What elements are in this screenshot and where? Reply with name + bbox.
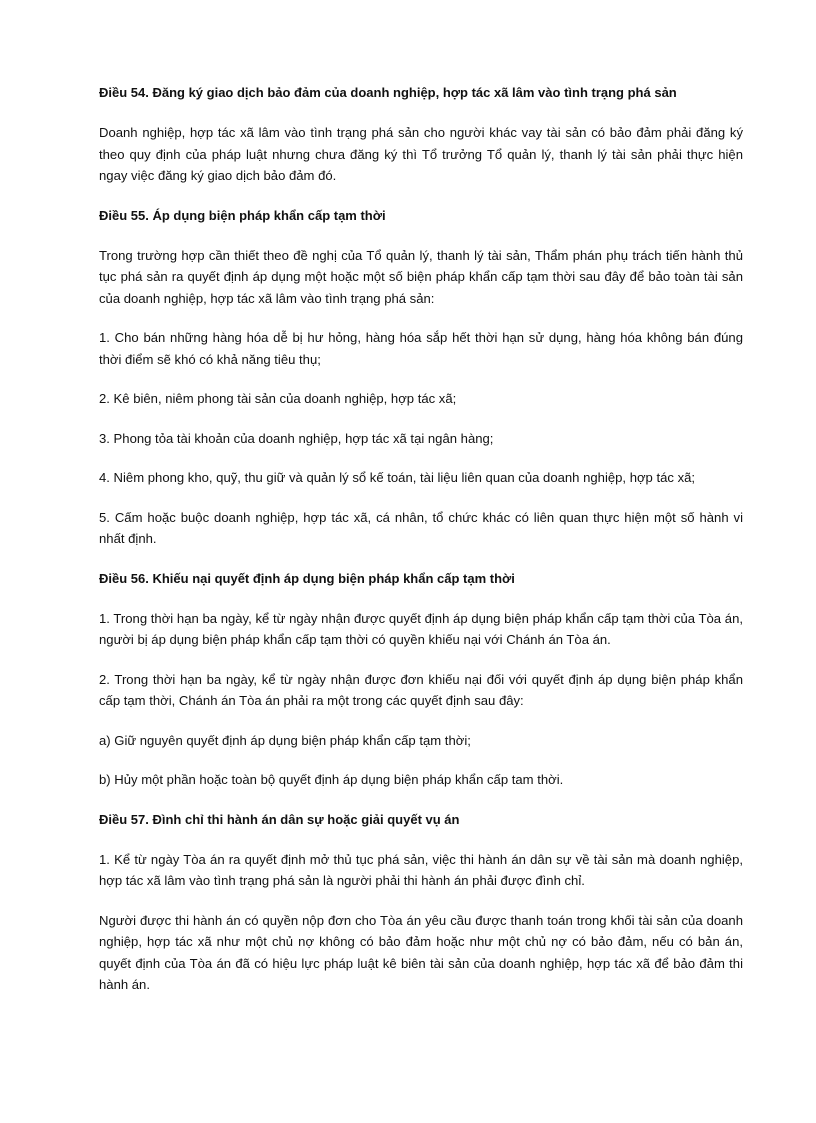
article-heading: Điều 57. Đình chỉ thi hành án dân sự hoặc giải quyết vụ án: [99, 811, 460, 827]
article-clause: 1. Trong thời hạn ba ngày, kể từ ngày nhận được quyết định áp dụng biện pháp khẩn cấp tạm thời của Tòa án, người bị áp dụng biện pháp khẩn cấp tạm thời có quyền khiếu nại với Chánh án Tòa án.: [99, 610, 743, 647]
article-clause: 5. Cấm hoặc buộc doanh nghiệp, hợp tác xã, cá nhân, tổ chức khác có liên quan thực hiện một số hành vi nhất định.: [99, 509, 743, 546]
article-heading: Điều 54. Đăng ký giao dịch bảo đảm của doanh nghiệp, hợp tác xã lâm vào tình trạng phá sản: [99, 85, 677, 100]
article-paragraph: Doanh nghiệp, hợp tác xã lâm vào tình trạng phá sản cho người khác vay tài sản có bảo đảm phải đăng ký theo quy định của pháp luật nhưng chưa đăng ký thì Tổ trưởng Tổ quản lý, thanh lý tài sản phải thực hiện ngay việc đăng ký giao dịch bảo đảm đó.: [99, 125, 743, 183]
article-subclause: b) Hủy một phần hoặc toàn bộ quyết định áp dụng biện pháp khẩn cấp tam thời.: [99, 772, 564, 787]
article-heading: Điều 56. Khiếu nại quyết định áp dụng biện pháp khẩn cấp tạm thời: [99, 570, 515, 586]
article-heading: Điều 55. Áp dụng biện pháp khẩn cấp tạm thời: [99, 207, 386, 223]
article-56: [99, 568, 743, 791]
article-subclause: a) Giữ nguyên quyết định áp dụng biện pháp khẩn cấp tạm thời;: [99, 732, 471, 748]
article-clause: 1. Kể từ ngày Tòa án ra quyết định mở thủ tục phá sản, việc thi hành án dân sự về tài sản mà doanh nghiệp, hợp tác xã lâm vào tình trạng phá sản là người phải thi hành án phải được đình chỉ.: [99, 851, 743, 888]
article-57: [99, 809, 743, 996]
article-54: [99, 82, 743, 187]
article-paragraph: Trong trường hợp cần thiết theo đề nghị của Tổ quản lý, thanh lý tài sản, Thẩm phán phụ trách tiến hành thủ tục phá sản ra quyết định áp dụng một hoặc một số biện pháp khẩn cấp tạm thời sau đây để bảo toàn tài sản của doanh nghiệp, hợp tác xã lâm vào tình trạng phá sản:: [99, 247, 743, 306]
article-clause: 2. Trong thời hạn ba ngày, kể từ ngày nhận được đơn khiếu nại đối với quyết định áp dụng biện pháp khẩn cấp tạm thời, Chánh án Tòa án phải ra một trong các quyết định sau đây:: [99, 671, 743, 708]
article-clause: 4. Niêm phong kho, quỹ, thu giữ và quản lý sổ kế toán, tài liệu liên quan của doanh nghiệp, hợp tác xã;: [99, 470, 696, 485]
article-clause: 3. Phong tỏa tài khoản của doanh nghiệp, hợp tác xã tại ngân hàng;: [99, 430, 494, 446]
document-page: [99, 82, 743, 1014]
article-55: [99, 205, 743, 550]
article-clause: 1. Cho bán những hàng hóa dễ bị hư hỏng, hàng hóa sắp hết thời hạn sử dụng, hàng hóa không bán đúng thời điểm sẽ khó có khả năng tiêu thụ;: [99, 330, 743, 367]
article-clause: 2. Kê biên, niêm phong tài sản của doanh nghiệp, hợp tác xã;: [99, 391, 457, 406]
article-paragraph: Người được thi hành án có quyền nộp đơn cho Tòa án yêu cầu được thanh toán trong khối tài sản của doanh nghiệp, hợp tác xã như một chủ nợ không có bảo đảm hoặc như một chủ nợ có bảo đảm, nếu có bản án, quyết định của Tòa án đã có hiệu lực pháp luật kê biên tài sản của doanh nghiệp, hợp tác xã để bảo đảm thi hành án.: [99, 912, 743, 992]
